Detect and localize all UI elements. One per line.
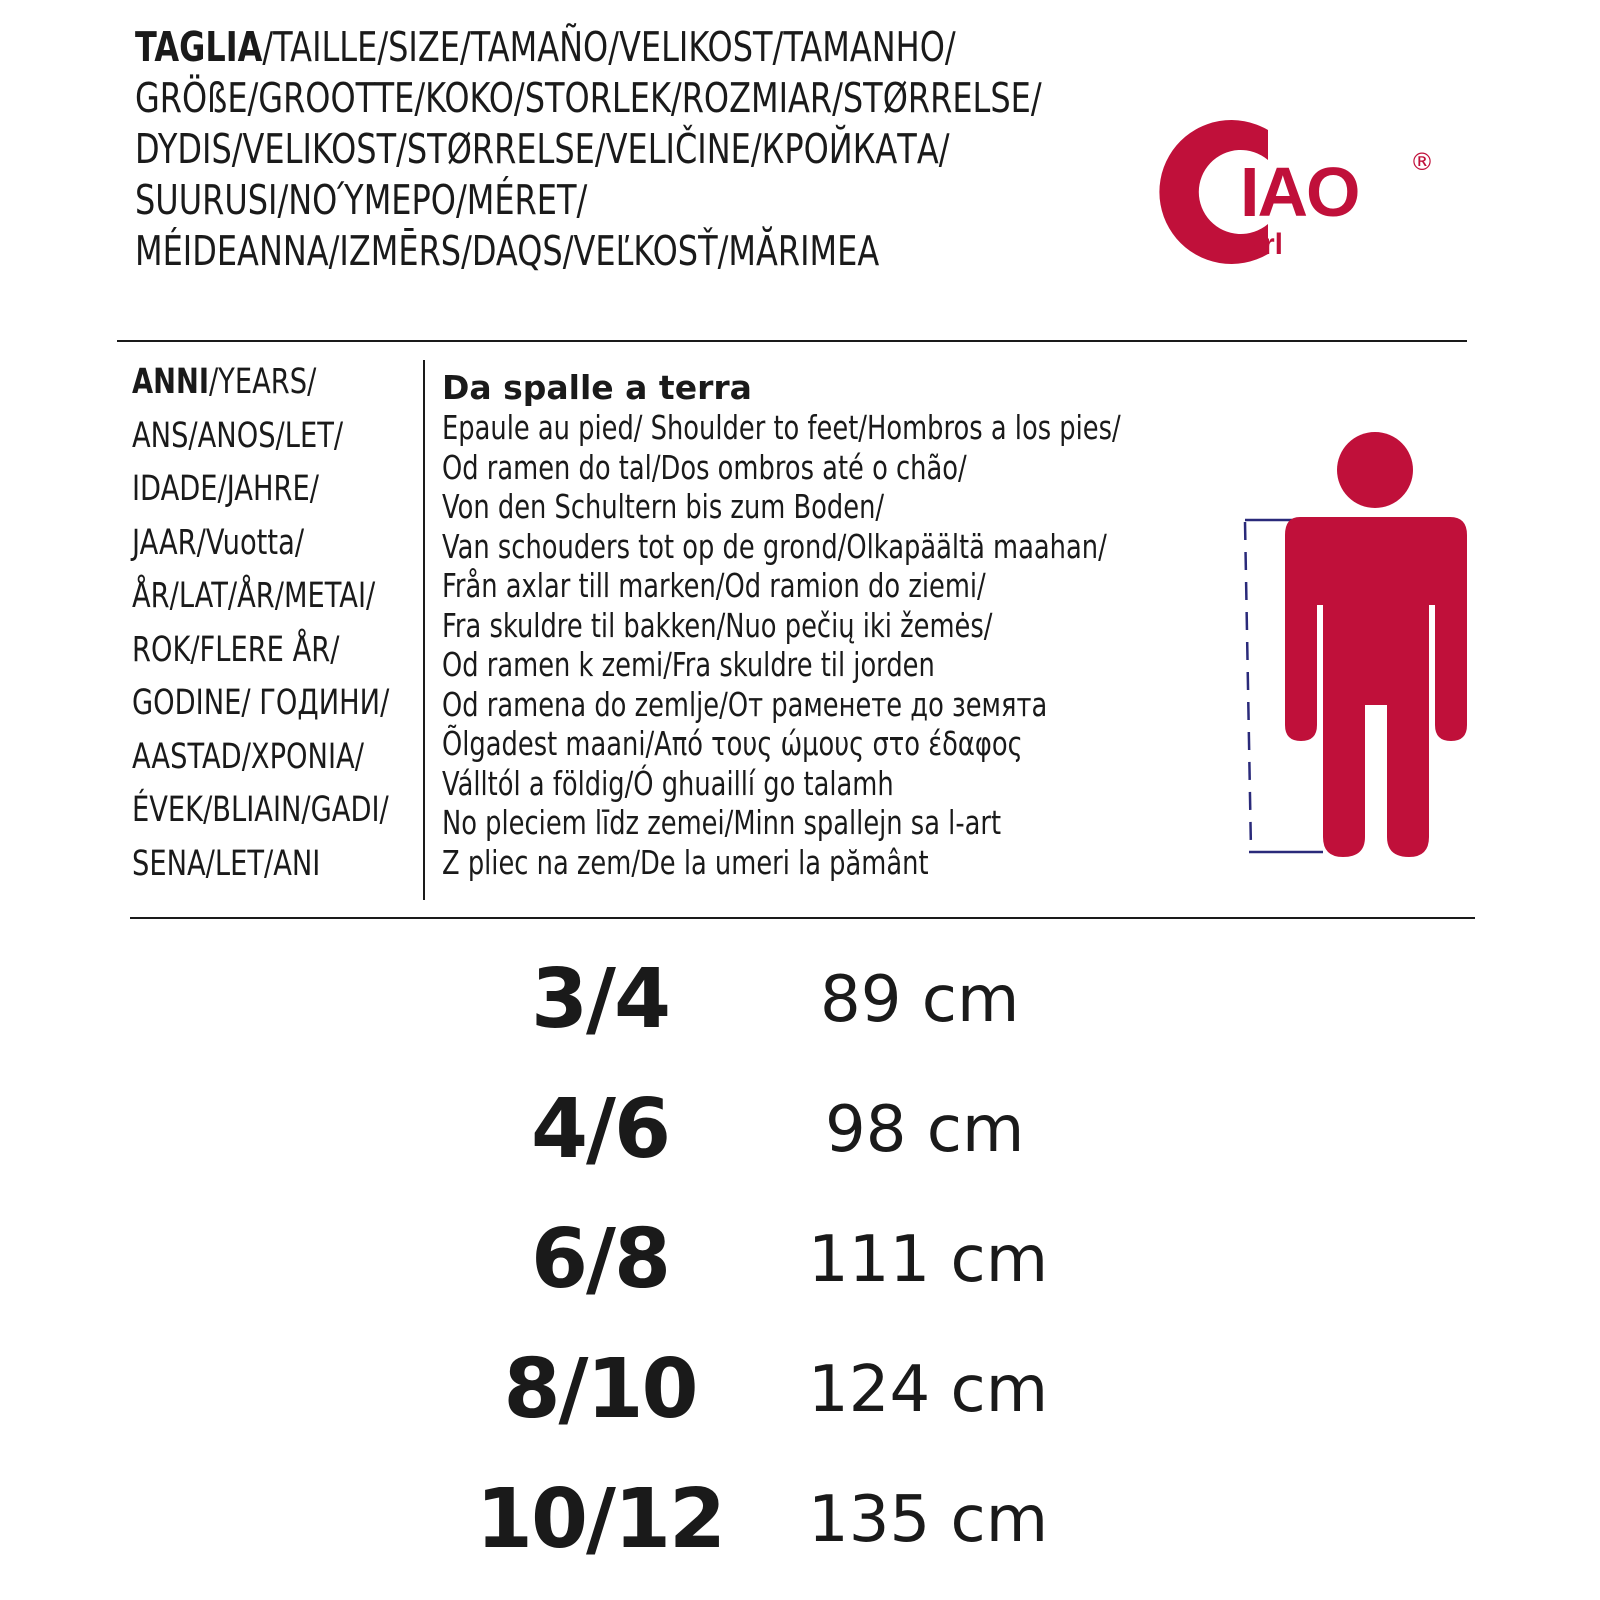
measurement-line-6: Fra skuldre til bakken/Nuo pečių iki žemės/ [442,605,993,645]
measurement-line-4: Van schouders tot op de grond/Olkapäältä maahan/ [442,526,1107,566]
size-length: 124 cm [808,1353,1049,1427]
years-line-7: GODINE/ ГОДИНИ/ [132,683,390,723]
size-heading-line-1 [135,22,956,73]
measurement-description [442,408,1121,882]
measurement-title: Da spalle a terra [442,368,752,407]
size-heading-line-2: GRÖßE/GROOTTE/KOKO/STORLEK/ROZMIAR/STØRRELSE/ [135,74,1042,122]
size-heading-bold: TAGLIA [135,23,263,71]
size-heading-line-3: DYDIS/VELIKOST/STØRRELSE/VELIČINE/КРОЙКАТА/ [135,125,950,173]
size-row [0,1340,1600,1470]
years-column [132,356,389,891]
years-line-5: ÅR/LAT/ÅR/METAI/ [132,576,376,616]
ciao-logo [1128,112,1438,272]
size-heading-line-4: SUURUSI/ΝΟΎΜΕΡΟ/MÉRET/ [135,176,588,224]
measurement-line-8: Od ramena do zemlje/От раменете до земята [442,684,1048,724]
size-row [0,1210,1600,1340]
logo-registered-mark: ® [1410,148,1434,176]
size-age: 4/6 [530,1082,670,1177]
years-line-9: ÉVEK/BLIAIN/GADI/ [132,790,389,830]
years-line-2: ANS/ANOS/LET/ [132,415,344,456]
years-line-3: IDADE/JAHRE/ [132,469,319,509]
size-heading-line-5: MÉIDEANNA/IZMĒRS/DAQS/VEĽKOSŤ/MĂRIMEA [135,227,880,275]
measurement-line-5: Från axlar till marken/Od ramion do ziemi/ [442,566,986,605]
bottom-divider [130,917,1475,919]
size-heading [135,22,1042,277]
size-length: 89 cm [820,963,1020,1037]
size-row [0,1080,1600,1210]
measurement-line-3: Von den Schultern bis zum Boden/ [442,487,885,526]
years-line-8: AASTAD/ΧΡΟΝΙΑ/ [132,736,364,777]
size-heading-text: /TAILLE/SIZE/TAMAÑO/VELIKOST/TAMANHO/ [262,23,956,71]
size-age: 8/10 [503,1342,697,1437]
measurement-line-2: Od ramen do tal/Dos ombros até o chão/ [442,447,967,487]
size-age: 10/12 [475,1472,725,1567]
years-line-6: ROK/FLERE ÅR/ [132,629,340,670]
person-figure-icon [1235,425,1475,865]
years-line-10: SENA/LET/ANI [132,843,321,884]
years-line-4: JAAR/Vuotta/ [132,522,305,563]
years-line-1 [132,356,389,410]
column-divider [423,360,425,900]
size-length: 135 cm [808,1483,1049,1557]
measurement-line-9: Õlgadest maani/Από τους ώμους στο έδαφος [442,724,1023,763]
person-silhouette [1285,432,1467,857]
size-age: 6/8 [530,1212,670,1307]
measurement-line-1: Epaule au pied/ Shoulder to feet/Hombros a los pies/ [442,408,1121,447]
top-divider [117,340,1467,342]
size-length: 98 cm [825,1093,1025,1167]
measurement-line-7: Od ramen k zemi/Fra skuldre til jorden [442,645,935,684]
logo-brand-text: IAO [1240,153,1359,231]
measurement-line-10: Válltól a földig/Ó ghuaillí go talamh [442,763,894,803]
years-bold: ANNI [132,362,209,402]
measurement-line-12: Z pliec na zem/De la umeri la pământ [442,842,929,882]
size-row [0,950,1600,1080]
size-row [0,1470,1600,1600]
logo-suffix-text: Srl [1243,228,1284,261]
size-length: 111 cm [808,1223,1049,1297]
years-text: /YEARS/ [208,362,317,402]
size-age: 3/4 [530,952,670,1047]
measurement-line-11: No pleciem līdz zemei/Minn spallejn sa l-art [442,803,1002,842]
